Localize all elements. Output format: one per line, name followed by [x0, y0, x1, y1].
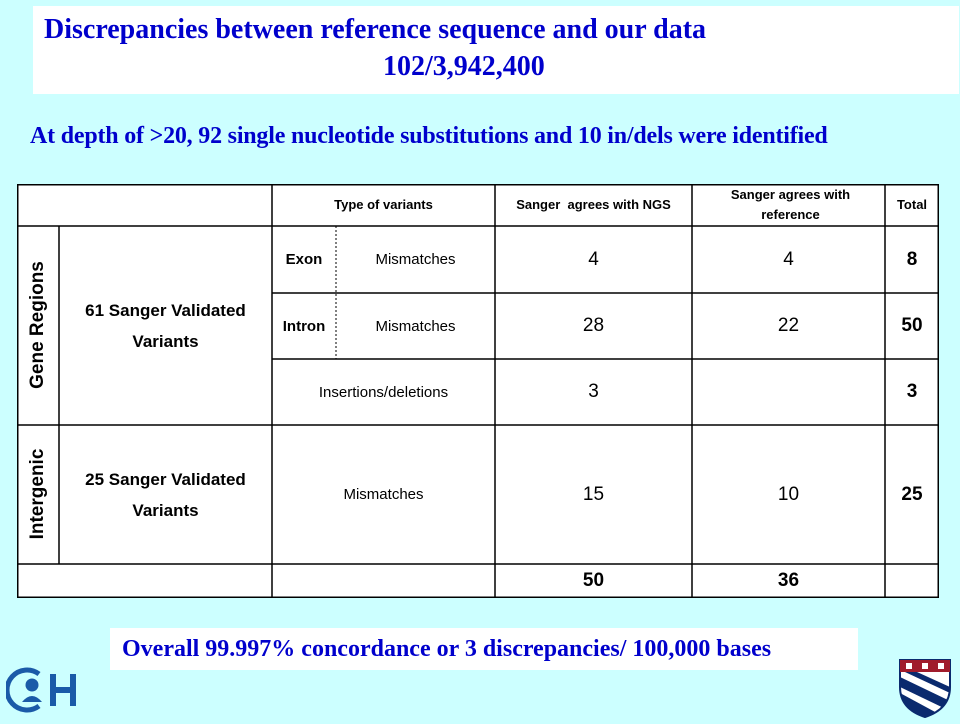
intron-label: Intron: [282, 317, 326, 335]
chop-logo: [6, 664, 82, 719]
header-sanger-agrees-ngs: Sanger agrees with NGS: [516, 197, 671, 212]
title-box: [33, 6, 959, 94]
gene-regions-validated-variants: 61 Sanger Validated Variants: [85, 300, 246, 351]
intron-total: 50: [901, 315, 923, 336]
indels-ref: [692, 359, 885, 425]
intergenic-validated-variants: 25 Sanger Validated Variants: [85, 469, 246, 520]
indels-type: Insertions/deletions: [318, 383, 449, 401]
exon-ref: 4: [783, 248, 794, 270]
penn-shield-icon: [897, 657, 953, 719]
exon-total: 8: [906, 248, 918, 270]
total-ref: 36: [777, 570, 800, 591]
intergenic-label: Intergenic: [27, 448, 48, 540]
chop-logo-icon: [6, 664, 82, 714]
intron-ngs: 28: [582, 315, 605, 336]
concordance-summary: Overall 99.997% concordance or 3 discrepancies/ 100,000 bases: [122, 636, 772, 662]
total-ngs: 50: [582, 570, 605, 591]
header-total: Total: [896, 197, 928, 212]
indels-ngs: 3: [588, 381, 599, 402]
variants-table: [17, 184, 939, 598]
exon-ngs: 4: [588, 248, 599, 270]
gene-regions-label: Gene Regions: [27, 261, 48, 389]
footer-box: [110, 628, 858, 670]
header-type-of-variants: Type of variants: [334, 197, 433, 212]
indels-total: 3: [906, 381, 918, 402]
intergenic-ref: 10: [777, 483, 800, 505]
intergenic-ngs: 15: [582, 483, 605, 505]
penn-shield-logo: [897, 657, 953, 724]
intergenic-total: 25: [901, 483, 923, 505]
slide-title-ratio: 102/3,942,400: [383, 51, 545, 82]
exon-type: Mismatches: [375, 251, 456, 268]
header-sanger-agrees-reference: Sanger agrees with reference: [730, 187, 851, 222]
slide-subtitle: At depth of >20, 92 single nucleotide substitutions and 10 in/dels were identified: [30, 123, 828, 149]
intergenic-type: Mismatches: [343, 486, 424, 503]
intron-type: Mismatches: [375, 317, 456, 335]
intron-ref: 22: [777, 315, 800, 336]
slide-title: Discrepancies between reference sequence and our data: [44, 14, 707, 45]
exon-label: Exon: [285, 251, 323, 268]
